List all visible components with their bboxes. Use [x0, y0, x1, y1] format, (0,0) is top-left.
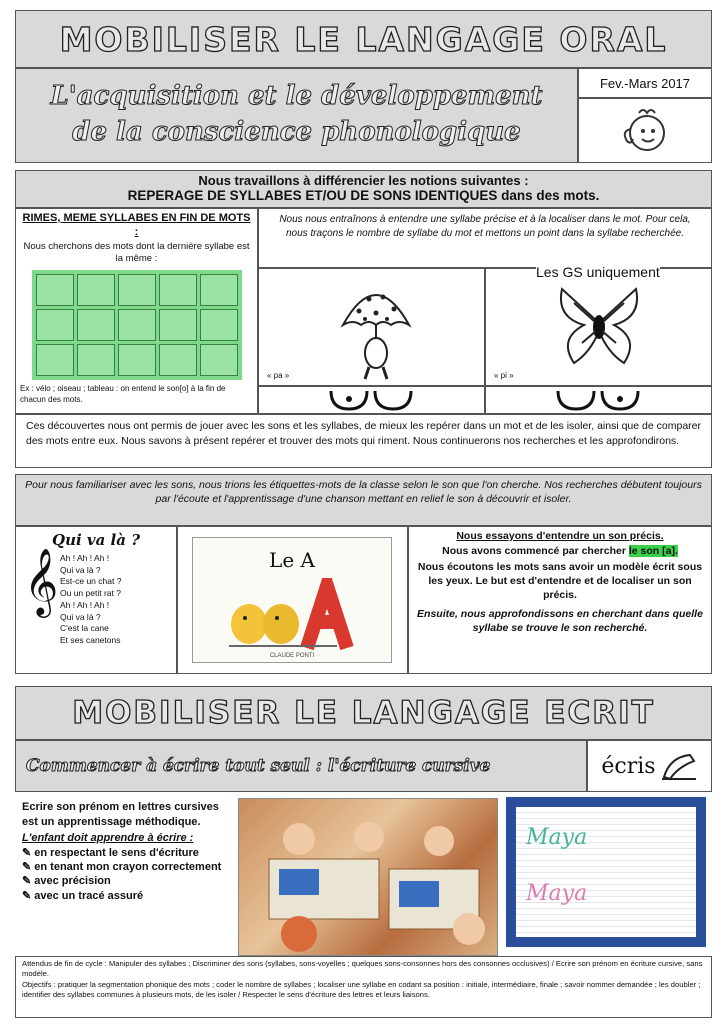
son-highlight: le son [a].: [628, 545, 678, 557]
bullet-icon: ✎: [22, 889, 35, 902]
ear-listening-icon: [617, 105, 673, 157]
rimes-panel: [15, 208, 258, 414]
conclusion-text: Ces découvertes nous ont permis de jouer avec les sons et les syllabes, de mieux les repérer dans un mot et de les isoler, ainsi que de comparer des mots entre eux. Nous savons à présent repérer et trouver des mots qui riment. Nous continuerons nos recherches et les approfondirons.: [26, 420, 701, 447]
son-text-panel: [408, 526, 712, 674]
rimes-example: Ex : vélo ; oiseau ; tableau : on entend le son[o] à la fin de chacun des mots.: [20, 384, 226, 404]
bullet-icon: ✎: [22, 846, 35, 859]
children-writing-icon: [239, 799, 499, 957]
son-text3: Nous écoutons les mots sans avoir un modèle écrit sous les yeux. Le but est d'entendre et de localiser un son précis.: [417, 561, 703, 602]
book-cover: [192, 537, 392, 663]
butterfly-icon: [554, 283, 644, 369]
word-card: [159, 274, 197, 306]
classroom-photo: [238, 798, 498, 956]
bullet-text: avec précision: [34, 875, 111, 888]
word-card: [200, 309, 238, 341]
word-card: [36, 344, 74, 376]
song-lyrics: [60, 553, 121, 647]
section1-intro: [15, 170, 712, 208]
writing-hand-icon: [660, 751, 698, 781]
section2-intro: [15, 474, 712, 526]
section1-conclusion: [15, 414, 712, 468]
writing-bullets: [22, 846, 232, 903]
caption-pi: « pi »: [494, 371, 514, 380]
page-title: MOBILISER LE LANGAGE ORAL: [59, 19, 668, 59]
subtitle-line2: de la conscience phonologique: [72, 117, 521, 147]
son-text2: [417, 545, 703, 557]
date-label: Fev.-Mars 2017: [599, 75, 691, 91]
son-text1: Nous essayons d'entendre un son précis.: [456, 530, 664, 542]
ecris-box: [587, 740, 712, 792]
butterfly-cell: [485, 264, 712, 386]
chicks-and-letter-icon: [217, 578, 367, 650]
writing-text-panel: [22, 800, 232, 950]
gs-note: Les GS uniquement: [536, 264, 660, 280]
slate-board: [506, 797, 706, 947]
writing-text1: Ecrire son prénom en lettres cursives est un apprentissage méthodique.: [22, 801, 219, 828]
word-card: [77, 274, 115, 306]
bullet-icon: ✎: [22, 875, 35, 888]
word-card: [36, 274, 74, 306]
bullet-text: avec un tracé assuré: [34, 889, 144, 902]
section3-title: MOBILISER LE LANGAGE ECRIT: [72, 695, 655, 731]
word-card: [118, 274, 156, 306]
date-box: [578, 68, 712, 98]
ecris-label: écris: [601, 753, 656, 779]
song-line: Qui va là ?: [60, 611, 101, 622]
son-text4: Ensuite, nous approfondissons en cherchant dans quelle syllabe se trouve le son recherché.: [417, 607, 703, 634]
section3-subtitle-box: [15, 740, 587, 792]
song-line: Qui va là ?: [60, 564, 101, 575]
rimes-text: Nous cherchons des mots dont la dernière syllabe est la même :: [23, 241, 250, 265]
word-card: [118, 344, 156, 376]
writing-bullet: [22, 889, 232, 903]
rimes-title: RIMES, MEME SYLLABES EN FIN DE MOTS :: [22, 212, 251, 239]
section3-subtitle: Commencer à écrire tout seul : l'écriture cursive: [26, 756, 491, 776]
bullet-text: en tenant mon crayon correctement: [34, 860, 222, 873]
name-model: Maya: [526, 825, 588, 850]
section2-intro-text: Pour nous familiariser avec les sons, nous trions les étiquettes-mots de la classe selon le son que l'on cherche. Nos recherches débutent toujours par l'écoute et l'apprentissage d'une chanson mettant en relief le son à découvrir et isoler.: [25, 479, 702, 506]
song-line: C'est la cane: [60, 623, 109, 634]
syllable-text-box: [258, 208, 712, 268]
footer-objectifs: Objectifs : pratiquer la segmentation phonique des mots ; coder le nombre de syllabes ; localiser une syllabe en codant sa position : initiale, intermédiaire, finale ; savoir nommer demandée ; les doubler ; identifier des syllabes communes à plusieurs mots, de les isoler / Respecter le sens d'écriture des lettres et leurs liaisons.: [22, 979, 701, 999]
header-subtitle-box: [15, 68, 578, 163]
syllable-arcs-icon: [554, 389, 644, 411]
word-card: [36, 309, 74, 341]
word-card: [200, 274, 238, 306]
syllable-code-left: [258, 386, 485, 414]
song-line: Ou un petit rat ?: [60, 588, 121, 599]
word-card: [200, 344, 238, 376]
bullet-text: en respectant le sens d'écriture: [34, 846, 199, 859]
section1-intro-line1: Nous travaillons à différencier les notions suivantes :: [198, 173, 529, 188]
son-text2-main: Nous avons commencé par chercher: [442, 545, 626, 557]
footer-attendus: Attendus de fin de cycle : Manipuler des syllabes ; Discriminer des sons (syllabes, sons-voyelles ; quelques sons-consonnes hors des consonnes occlusives) / Ecrire son prénom en écriture cursive, sans modèle.: [22, 959, 703, 979]
treble-clef-icon: 𝄞: [24, 549, 59, 614]
caption-pa: « pa »: [267, 371, 290, 380]
word-card: [159, 344, 197, 376]
song-panel: [15, 526, 177, 674]
writing-bullet: [22, 874, 232, 888]
writing-bullet: [22, 846, 232, 860]
name-practice: Maya: [526, 881, 588, 906]
ear-icon-box: [578, 98, 712, 163]
writing-bullet: [22, 860, 232, 874]
slate-surface: [516, 807, 696, 937]
writing-text2: L'enfant doit apprendre à écrire :: [22, 831, 194, 844]
song-line: Ah ! Ah ! Ah !: [60, 553, 110, 563]
book-author: CLAUDE PONTI: [269, 653, 315, 659]
word-card: [159, 309, 197, 341]
section1-intro-line2: REPERAGE DE SYLLABES ET/OU DE SONS IDENTIQUES dans des mots.: [127, 188, 600, 203]
subtitle-line1: L'acquisition et le développement: [50, 81, 543, 111]
syllable-code-right: [485, 386, 712, 414]
umbrella-cell: [258, 268, 485, 386]
word-card: [77, 309, 115, 341]
section3-footer: [15, 956, 712, 1018]
word-card: [77, 344, 115, 376]
book-title: Le A: [269, 548, 315, 572]
umbrella-icon: [339, 275, 413, 381]
syllable-text: Nous nous entraînons à entendre une syllabe précise et à la localiser dans le mot. Pour cela, nous traçons le nombre de syllabe du mot et mettons un point dans la syllabe recherchée.: [279, 214, 691, 239]
word-card: [118, 309, 156, 341]
song-line: Ah ! Ah ! Ah !: [60, 599, 110, 610]
song-line: Et ses canetons: [60, 635, 121, 646]
syllable-arcs-icon: [327, 389, 417, 411]
rimes-photo: [32, 270, 242, 380]
song-line: Est-ce un chat ?: [60, 576, 122, 587]
section3-title-bar: [15, 686, 712, 740]
header-title-bar: [15, 10, 712, 68]
book-panel: [177, 526, 408, 674]
song-title: Qui va là ?: [52, 531, 140, 549]
bullet-icon: ✎: [22, 860, 35, 873]
